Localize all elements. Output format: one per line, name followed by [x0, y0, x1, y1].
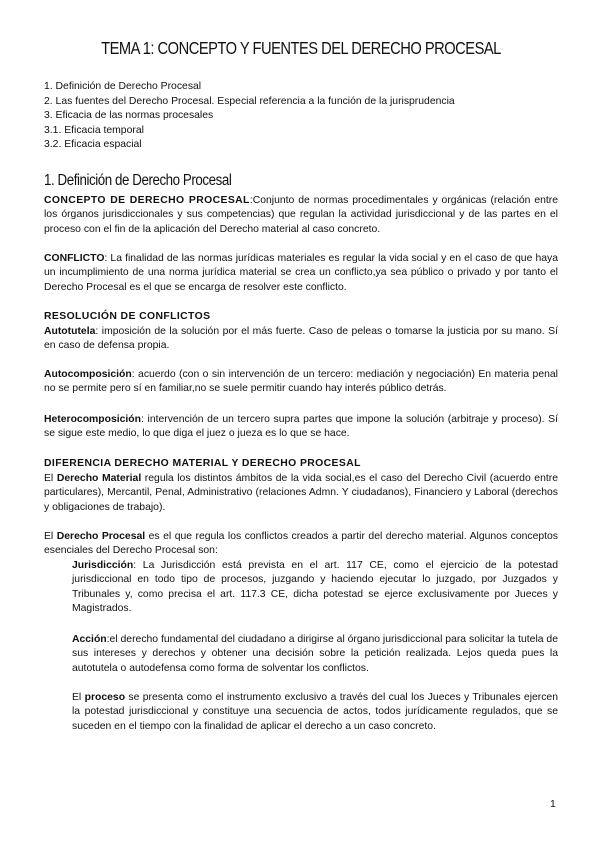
jurisdiccion-text: : La Jurisdicción está prevista en el art. 117 CE, como el ejercicio de la potestad jurisdiccional en todo tipo de procesos, juzgando y haciendo ejecutar lo juzgado, por Juzgados y Tribunales y, como precisa el art. 117.3 CE, dicha potestad se ejerce exclusivamente por Jueces y Magistrados.: [72, 560, 558, 615]
material-paragraph: [44, 472, 558, 515]
toc-item: 3. Eficacia de las normas procesales: [44, 110, 214, 122]
material-term: Derecho Material: [56, 473, 142, 484]
accion-paragraph: [72, 633, 558, 676]
jurisdiccion-paragraph: [72, 559, 558, 617]
proceso-text: se presenta como el instrumento exclusivo a través del cual los Jueces y Tribunales ejercen la potestad jurisdiccional y constituye una secuencia de actos, todos jurídicamente regulados, que se suceden en el tiempo con la finalidad de aplicar el derecho a un caso concreto.: [72, 692, 558, 732]
toc-item: 2. Las fuentes del Derecho Procesal. Especial referencia a la función de la jurisprudencia: [44, 95, 455, 107]
heterocomposicion-paragraph: [44, 413, 558, 442]
table-of-contents: [44, 80, 455, 153]
accion-term: Acción: [72, 634, 107, 645]
section-heading: 1. Definición de Derecho Procesal: [44, 172, 232, 189]
autocomposicion-paragraph: [44, 368, 558, 397]
concepto-term: CONCEPTO DE DERECHO PROCESAL: [44, 195, 250, 206]
accion-text: :el derecho fundamental del ciudadano a dirigirse al órgano jurisdiccional para solicitar la tutela de sus intereses y derechos y obtener una decisión sobre la petición realizada. Lejos queda pues la autotutela o autodefensa como forma de solventar los conflictos.: [72, 634, 558, 674]
autotutela-text: : imposición de la solución por el más fuerte. Caso de peleas o tomarse la justicia por su mano. Sí en caso de defensa propia.: [44, 326, 558, 352]
conflicto-paragraph: [44, 252, 558, 295]
conflicto-term: CONFLICTO: [44, 253, 105, 264]
proceso-paragraph: [72, 691, 558, 734]
autocomposicion-term: Autocomposición: [44, 369, 132, 380]
page-number: 1: [550, 799, 556, 810]
proceso-term: proceso: [84, 692, 126, 703]
procesal-text: es el que regula los conflictos creados a partir del derecho material. Algunos conceptos esenciales del Derecho Procesal son:: [44, 531, 558, 557]
material-pre: El: [44, 473, 57, 484]
conflicto-text: : La finalidad de las normas jurídicas materiales es regular la vida social y en el caso de que haya un incumplimiento de una norma jurídica material se crea un conflicto,ya sea público o privado y por tanto el Derecho Procesal es el que se encarga de resolver este conflicto.: [44, 253, 558, 293]
toc-item: 3.1. Eficacia temporal: [44, 124, 144, 136]
concepto-paragraph: [44, 194, 558, 237]
autotutela-paragraph: [44, 325, 558, 354]
procesal-pre: El: [44, 531, 57, 542]
procesal-term: Derecho Procesal: [56, 531, 146, 542]
resolucion-heading: RESOLUCIÓN DE CONFLICTOS: [44, 311, 211, 322]
diferencia-heading: DIFERENCIA DERECHO MATERIAL Y DERECHO PROCESAL: [44, 458, 361, 469]
toc-item: 3.2. Eficacia espacial: [44, 139, 142, 151]
jurisdiccion-term: Jurisdicción: [72, 560, 134, 571]
toc-item: 1. Definición de Derecho Procesal: [44, 81, 202, 92]
autocomposicion-text: : acuerdo (con o sin intervención de un tercero: mediación y negociación) En materia penal no se permite pero sí en familiar,no se suele permitir cuando hay interés público detrás.: [44, 369, 558, 395]
concepto-text: :Conjunto de normas procedimentales y orgánicas (relación entre los órganos jurisdiccionales y sus competencias) que regulan la actividad jurisdiccional y de las partes en el proceso con el fin de la aplicación del Derecho material al caso concreto.: [44, 195, 558, 235]
document-title: TEMA 1: CONCEPTO Y FUENTES DEL DERECHO PROCESAL: [101, 38, 501, 58]
material-text: regula los distintos ámbitos de la vida social,es el caso del Derecho Civil (acuerdo entre particulares), Mercantil, Penal, Administrativo (relaciones Admn. Y ciudadanos), Financiero y Laboral (derechos y obligaciones de trabajo).: [44, 473, 558, 513]
heterocomposicion-term: Heterocomposición: [44, 414, 141, 425]
autotutela-term: Autotutela: [44, 326, 96, 337]
procesal-paragraph: [44, 530, 558, 559]
heterocomposicion-text: : intervención de un tercero supra partes que impone la solución (arbitraje y proceso). Sí se sigue este medio, lo que diga el juez o jueza es lo que se hace.: [44, 414, 558, 440]
proceso-pre: El: [72, 692, 85, 703]
